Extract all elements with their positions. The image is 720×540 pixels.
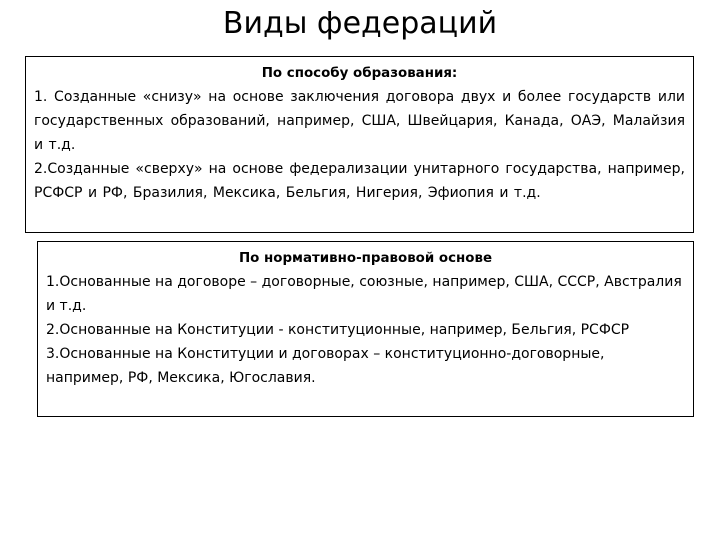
legal-basis-box (37, 241, 694, 417)
legal-basis-item-treaty: 1.Основанные на договоре – договорные, союзные, например, США, СССР, Австралия и т.д. (46, 274, 682, 314)
legal-basis-heading: По нормативно-правовой основе (238, 251, 493, 266)
page-title: Виды федераций (222, 6, 498, 41)
legal-basis-item-constitution-treaty: 3.Основанные на Конституции и договорах – конституционно-договорные, например, РФ, Мексика, Югославия. (46, 346, 605, 386)
formation-item-top-down: 2.Созданные «сверху» на основе федерализации унитарного государства, например, РСФСР и РФ, Бразилия, Мексика, Бельгия, Нигерия, Эфиопия и т.д. (34, 161, 685, 201)
formation-method-box (25, 56, 694, 233)
formation-method-heading: По способу образования: (261, 66, 458, 81)
formation-item-bottom-up: 1. Созданные «снизу» на основе заключения договора двух и более государств или государственных образований, например, США, Швейцария, Канада, ОАЭ, Малайзия и т.д. (34, 89, 685, 153)
legal-basis-item-constitution: 2.Основанные на Конституции - конституционные, например, Бельгия, РСФСР (46, 322, 630, 338)
